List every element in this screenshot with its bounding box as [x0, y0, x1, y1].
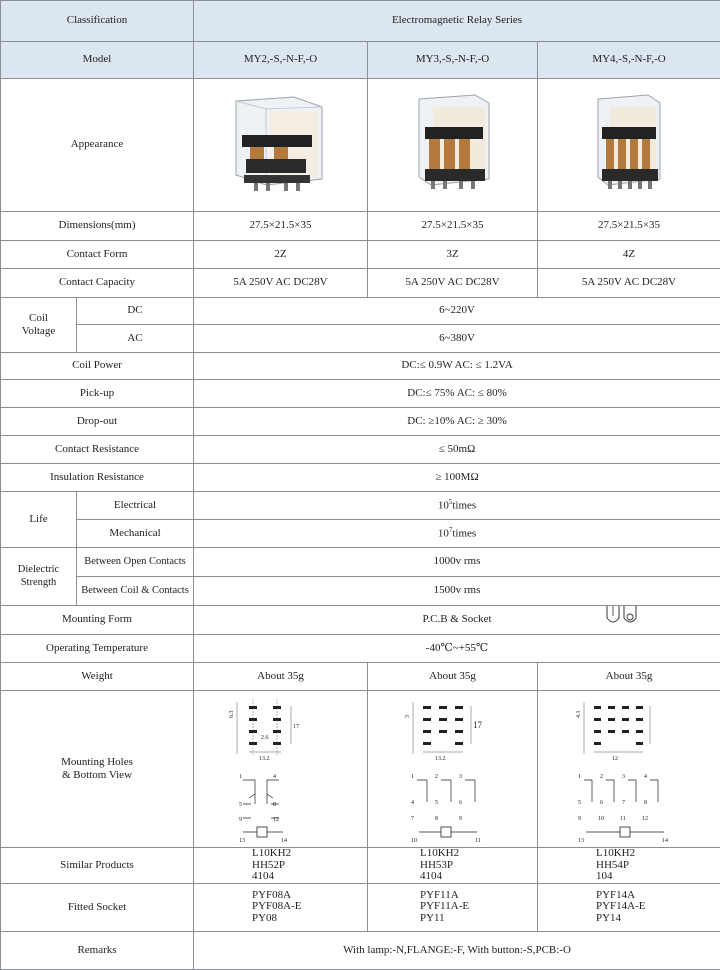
pick-up-value: DC:≤ 75% AC: ≤ 80%: [194, 380, 720, 408]
mounting-holes-my4-diagram: [576, 694, 682, 844]
drop-out-label: Drop-out: [1, 408, 194, 436]
dielectric-open-value: 1000v rms: [194, 548, 720, 577]
svg-text:6.3: 6.3: [229, 711, 235, 719]
mounting-holes-row: [1, 691, 720, 848]
svg-text:4.1: 4.1: [576, 711, 582, 719]
insulation-resistance-row: [1, 464, 720, 492]
appearance-row: [1, 79, 720, 212]
model-my4: MY4,-S,-N-F,-O: [538, 42, 720, 79]
contact-capacity-my4: 5A 250V AC DC28V: [538, 269, 720, 298]
mounting-form-value: P.C.B & Socket: [194, 606, 720, 635]
coil-dc-label: DC: [77, 298, 194, 325]
svg-text:8: 8: [435, 816, 438, 822]
insulation-resistance-label: Insulation Resistance: [1, 464, 194, 492]
dielectric-open-label: Between Open Contacts: [77, 548, 194, 577]
classification-label: Classification: [1, 1, 194, 42]
svg-text:9: 9: [239, 817, 242, 823]
model-my3: MY3,-S,-N-F,-O: [368, 42, 538, 79]
contact-form-my3: 3Z: [368, 241, 538, 269]
svg-text:8: 8: [644, 800, 647, 806]
svg-text:6: 6: [600, 800, 603, 806]
relay-image-my4: [538, 79, 720, 212]
life-mechanical-row: [1, 520, 720, 548]
mounting-diagram-my2: [194, 691, 368, 848]
relay-my4-image: [592, 89, 666, 201]
relay-image-my2: [194, 79, 368, 212]
svg-text:14: 14: [281, 838, 287, 844]
svg-text:3: 3: [459, 774, 462, 780]
operating-temperature-value: -40℃~+55℃: [194, 635, 720, 663]
mounting-diagram-my4: [538, 691, 720, 848]
contact-resistance-row: [1, 436, 720, 464]
svg-text:1: 1: [411, 774, 414, 780]
life-electrical-row: [1, 492, 720, 520]
contact-resistance-label: Contact Resistance: [1, 436, 194, 464]
appearance-label: Appearance: [1, 79, 194, 212]
insulation-resistance-value: ≥ 100MΩ: [194, 464, 720, 492]
svg-text:3: 3: [622, 774, 625, 780]
life-label: Life: [1, 492, 77, 548]
header-row: [1, 1, 720, 42]
operating-temperature-row: [1, 635, 720, 663]
contact-capacity-label: Contact Capacity: [1, 269, 194, 298]
fitted-socket-my2: PYF08A PYF08A-E PY08: [194, 883, 368, 931]
mounting-holes-label: Mounting Holes & Bottom View: [1, 691, 194, 848]
remarks-row: [1, 931, 720, 969]
svg-text:9: 9: [459, 816, 462, 822]
contact-capacity-my3: 5A 250V AC DC28V: [368, 269, 538, 298]
contact-capacity-row: [1, 269, 720, 298]
svg-text:3: 3: [405, 715, 411, 718]
dimensions-my4: 27.5×21.5×35: [538, 212, 720, 241]
weight-my2: About 35g: [194, 663, 368, 691]
coil-ac-value: 6~380V: [194, 325, 720, 353]
svg-text:10: 10: [598, 816, 604, 822]
dimensions-my3: 27.5×21.5×35: [368, 212, 538, 241]
model-label: Model: [1, 42, 194, 79]
pick-up-label: Pick-up: [1, 380, 194, 408]
svg-text:17: 17: [473, 720, 483, 730]
contact-resistance-value: ≤ 50mΩ: [194, 436, 720, 464]
svg-text:7: 7: [411, 816, 414, 822]
similar-products-row: [1, 848, 720, 884]
fitted-socket-label: Fitted Socket: [1, 883, 194, 931]
remarks-value: With lamp:-N,FLANGE:-F, With button:-S,PCB:-O: [194, 931, 720, 969]
coil-voltage-ac-row: [1, 325, 720, 353]
svg-text:4: 4: [273, 774, 276, 780]
mounting-form-label: Mounting Form: [1, 606, 194, 635]
dielectric-coil-label: Between Coil & Contacts: [77, 577, 194, 606]
series-title: Electromagnetic Relay Series: [194, 1, 720, 42]
dielectric-label: Dielectric Strength: [1, 548, 77, 606]
svg-text:6: 6: [459, 800, 462, 806]
svg-text:17: 17: [293, 724, 299, 730]
weight-my4: About 35g: [538, 663, 720, 691]
coil-power-label: Coil Power: [1, 353, 194, 380]
svg-text:1: 1: [578, 774, 581, 780]
svg-text:11: 11: [620, 816, 626, 822]
svg-text:4: 4: [411, 800, 414, 806]
model-my2: MY2,-S,-N-F,-O: [194, 42, 368, 79]
coil-dc-value: 6~220V: [194, 298, 720, 325]
svg-text:5: 5: [578, 800, 581, 806]
life-mechanical-label: Mechanical: [77, 520, 194, 548]
relay-my3-image: [411, 89, 495, 201]
contact-form-my2: 2Z: [194, 241, 368, 269]
svg-text:2.6: 2.6: [261, 735, 269, 741]
mounting-diagram-my3: [368, 691, 538, 848]
svg-text:12: 12: [273, 817, 279, 823]
coil-voltage-dc-row: [1, 298, 720, 325]
pick-up-row: [1, 380, 720, 408]
coil-voltage-label: Coil Voltage: [1, 298, 77, 353]
relay-image-my3: [368, 79, 538, 212]
operating-temperature-label: Operating Temperature: [1, 635, 194, 663]
svg-text:1: 1: [239, 774, 242, 780]
svg-text:14: 14: [662, 838, 668, 844]
mounting-form-icons: [604, 604, 640, 628]
contact-capacity-my2: 5A 250V AC DC28V: [194, 269, 368, 298]
mounting-holes-my2-diagram: [229, 694, 333, 844]
svg-text:7: 7: [622, 800, 625, 806]
svg-text:13: 13: [239, 838, 245, 844]
weight-row: [1, 663, 720, 691]
dimensions-row: [1, 212, 720, 241]
weight-my3: About 35g: [368, 663, 538, 691]
svg-text:4: 4: [644, 774, 647, 780]
life-electrical-value: $10^5times$: [194, 492, 720, 520]
mounting-holes-my3-diagram: [405, 694, 501, 844]
similar-products-my4: L10KH2 HH54P 104: [538, 848, 720, 884]
svg-text:2: 2: [600, 774, 603, 780]
svg-text:8: 8: [273, 802, 276, 808]
fitted-socket-my3: PYF11A PYF11A-E PY11: [368, 883, 538, 931]
svg-text:2: 2: [435, 774, 438, 780]
svg-text:12: 12: [642, 816, 648, 822]
similar-products-label: Similar Products: [1, 848, 194, 884]
contact-form-row: [1, 241, 720, 269]
fitted-socket-my4: PYF14A PYF14A-E PY14: [538, 883, 720, 931]
similar-products-my3: L10KH2 HH53P 4104: [368, 848, 538, 884]
similar-products-my2: L10KH2 HH52P 4104: [194, 848, 368, 884]
model-row: [1, 42, 720, 79]
dimensions-my2: 27.5×21.5×35: [194, 212, 368, 241]
remarks-label: Remarks: [1, 931, 194, 969]
drop-out-value: DC: ≥10% AC: ≥ 30%: [194, 408, 720, 436]
weight-label: Weight: [1, 663, 194, 691]
contact-form-label: Contact Form: [1, 241, 194, 269]
svg-text:13.2: 13.2: [435, 756, 446, 762]
svg-text:5: 5: [239, 802, 242, 808]
coil-power-value: DC:≤ 0.9W AC: ≤ 1.2VA: [194, 353, 720, 380]
contact-form-my4: 4Z: [538, 241, 720, 269]
svg-text:10: 10: [411, 838, 417, 844]
coil-power-row: [1, 353, 720, 380]
svg-text:12: 12: [612, 756, 618, 762]
svg-text:11: 11: [475, 838, 481, 844]
dielectric-coil-row: [1, 577, 720, 606]
fitted-socket-row: [1, 883, 720, 931]
dielectric-coil-value: 1500v rms: [194, 577, 720, 606]
drop-out-row: [1, 408, 720, 436]
svg-text:5: 5: [435, 800, 438, 806]
life-mechanical-value: $10^7times$: [194, 520, 720, 548]
life-electrical-label: Electrical: [77, 492, 194, 520]
dimensions-label: Dimensions(mm): [1, 212, 194, 241]
relay-my2-image: [226, 89, 336, 201]
svg-text:13.2: 13.2: [259, 756, 270, 762]
svg-text:13: 13: [578, 838, 584, 844]
svg-text:9: 9: [578, 816, 581, 822]
dielectric-open-row: [1, 548, 720, 577]
coil-ac-label: AC: [77, 325, 194, 353]
